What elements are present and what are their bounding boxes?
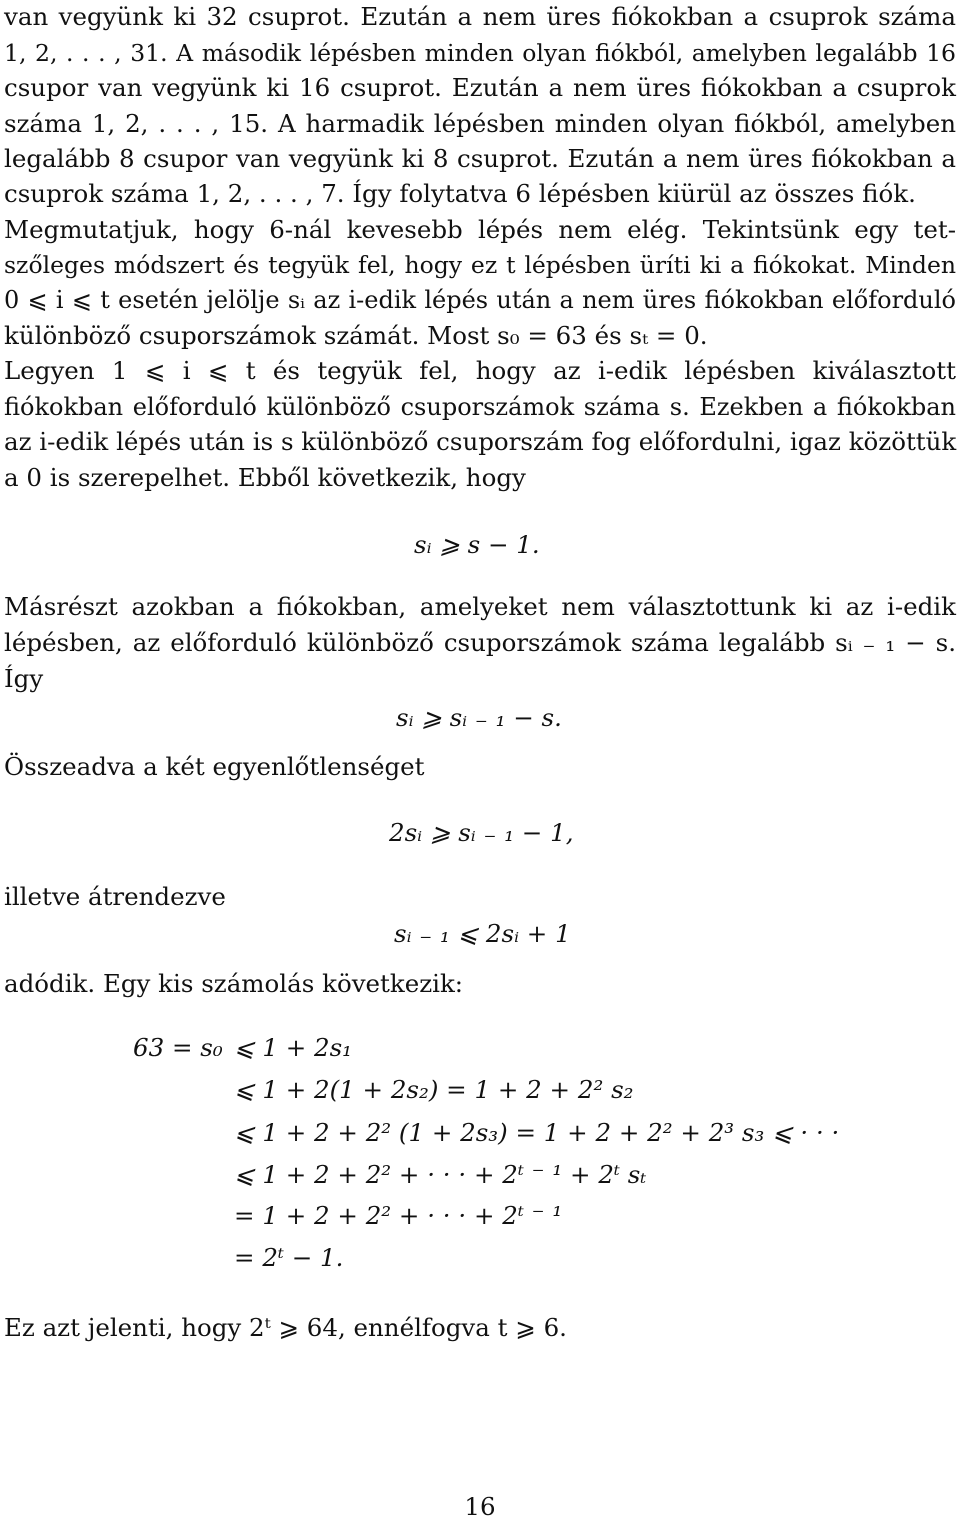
paragraph-line: legalább 8 csupor van vegyünk ki 8 csuprot. Ezután a nem üres fiókokban a <box>4 144 956 173</box>
calc-step: ⩽ 1 + 2s₁ <box>234 1033 352 1062</box>
paragraph-line: különböző csuporszámok számát. Most s₀ = 63 és sₜ = 0. <box>4 321 708 350</box>
calc-step: ⩽ 1 + 2 + 2² + · · · + 2ᵗ ⁻ ¹ + 2ᵗ sₜ <box>234 1160 647 1189</box>
paragraph-line: Megmutatjuk, hogy 6-nál kevesebb lépés nem elég. Tekintsünk egy tet- <box>4 215 956 244</box>
paragraph-line: Legyen 1 ⩽ i ⩽ t és tegyük fel, hogy az i-edik lépésben kiválasztott <box>4 356 956 385</box>
equation-si-ge-prev-minus-s: sᵢ ⩾ sᵢ ₋ ₁ − s. <box>396 703 562 732</box>
page-number: 16 <box>464 1492 496 1521</box>
paragraph-line: fiókokban előforduló különböző csuporszámok száma s. Ezekben a fiókokban <box>4 393 956 421</box>
paragraph-line: van vegyünk ki 32 csuprot. Ezután a nem üres fiókokban a csuprok száma <box>4 2 956 31</box>
paragraph-line: csupor van vegyünk ki 16 csuprot. Ezután a nem üres fiókokban a csuprok <box>4 73 956 102</box>
equation-prev-le-2si-plus-1: sᵢ ₋ ₁ ⩽ 2sᵢ + 1 <box>394 919 571 948</box>
equation-si-ge-s-minus-1: sᵢ ⩾ s − 1. <box>414 530 540 559</box>
conclusion-line: Ez azt jelenti, hogy 2ᵗ ⩾ 64, ennélfogva t ⩾ 6. <box>4 1313 567 1342</box>
paragraph-line: csuprok száma 1, 2, . . . , 7. Így folytatva 6 lépésben kiürül az összes fiók. <box>4 179 916 208</box>
paragraph-line: az i-edik lépés után is s különböző csuporszám fog előfordulni, igaz közöttük <box>4 427 957 456</box>
paragraph-line: Összeadva a két egyenlőtlenséget <box>4 752 425 781</box>
calc-step: ⩽ 1 + 2 + 2² (1 + 2s₃) = 1 + 2 + 2² + 2³ s₃ ⩽ · · · <box>234 1118 840 1147</box>
paragraph-line: a 0 is szerepelhet. Ebből következik, hogy <box>4 463 526 492</box>
paragraph-line: száma 1, 2, . . . , 15. A harmadik lépésben minden olyan fiókból, amelyben <box>4 109 956 138</box>
paragraph-line: 0 ⩽ i ⩽ t esetén jelölje sᵢ az i-edik lépés után a nem üres fiókokban előforduló <box>4 286 956 314</box>
calc-step: ⩽ 1 + 2(1 + 2s₂) = 1 + 2 + 2² s₂ <box>234 1075 634 1104</box>
paragraph-line: lépésben, az előforduló különböző csuporszámok száma legalább sᵢ ₋ ₁ − s. <box>4 628 956 657</box>
paragraph-line: 1, 2, . . . , 31. A második lépésben minden olyan fiókból, amelyben legalább 16 <box>4 39 956 67</box>
calc-step: = 2ᵗ − 1. <box>234 1243 344 1272</box>
paragraph-line: adódik. Egy kis számolás következik: <box>4 969 464 998</box>
equation-2si: 2sᵢ ⩾ sᵢ ₋ ₁ − 1, <box>389 818 574 847</box>
paragraph-line: Így <box>4 664 44 693</box>
calc-left: 63 = s₀ <box>133 1033 223 1062</box>
calc-step: = 1 + 2 + 2² + · · · + 2ᵗ ⁻ ¹ <box>234 1201 563 1230</box>
paragraph-line: illetve átrendezve <box>4 882 226 911</box>
paragraph-line: Másrészt azokban a fiókokban, amelyeket nem választottunk ki az i-edik <box>4 592 956 621</box>
paragraph-line: szőleges módszert és tegyük fel, hogy ez t lépésben üríti ki a fiókokat. Minden <box>4 251 956 279</box>
